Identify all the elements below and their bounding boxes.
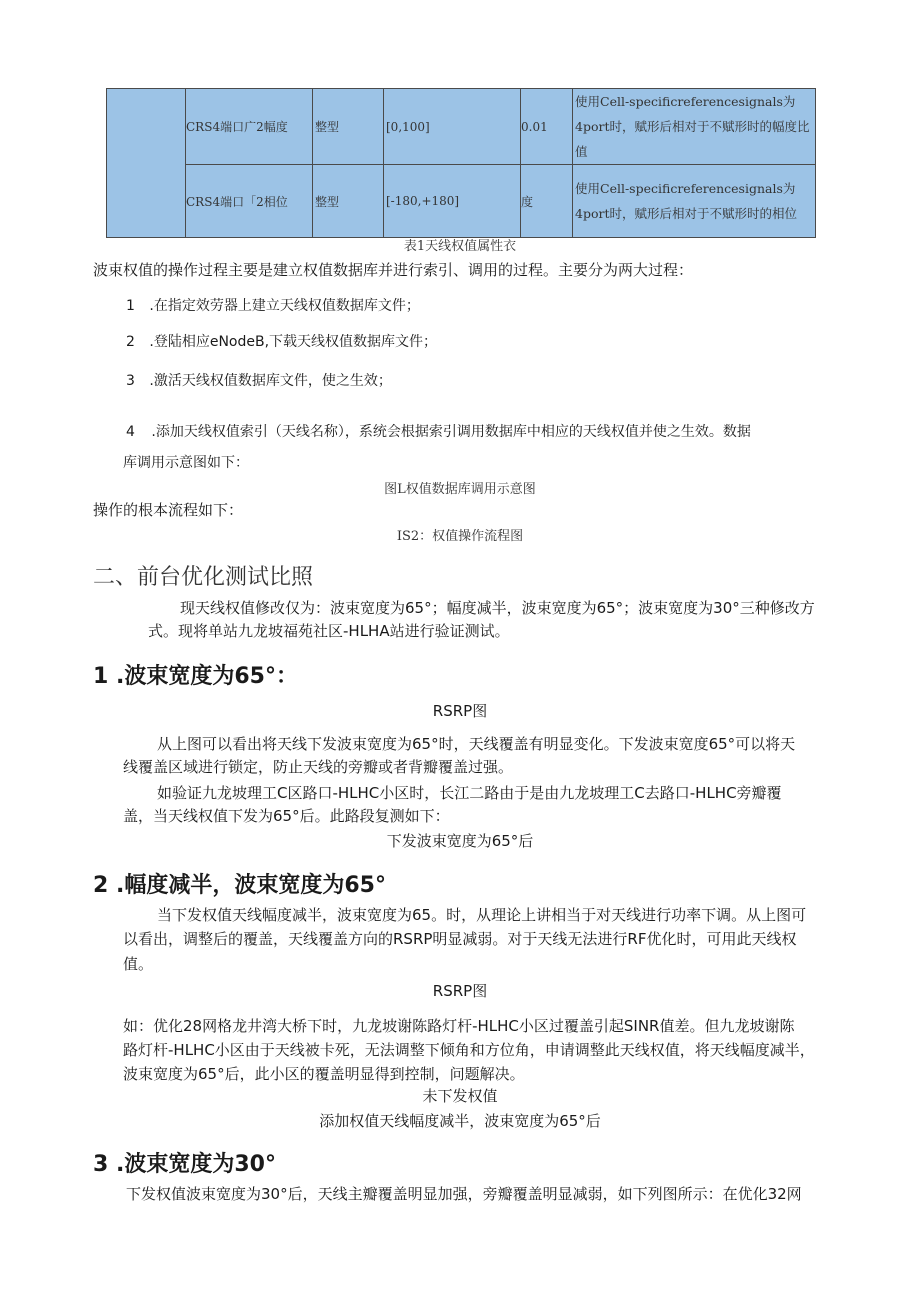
section-heading: 二、前台优化测试比照: [93, 565, 314, 590]
paragraph-line: 以看出，调整后的覆盖，天线覆盖方向的RSRP明显减弱。对于天线无法进行RF优化时，可用此天线权: [123, 930, 797, 948]
table-cell-unit: 度: [521, 165, 573, 238]
paragraph-line: 如验证九龙坡理工C区路口-HLHC小区时，长江二路由于是由九龙坡理工C去路口-HLHC旁瓣覆: [157, 784, 782, 802]
paragraph-line: 盖，当天线权值下发为65°后。此路段复测如下：: [123, 807, 450, 825]
list-item-number: 3: [126, 373, 135, 389]
list-item-number: 2: [126, 334, 135, 350]
intro-paragraph: 波束权值的操作过程主要是建立权值数据库并进行索引、调用的过程。主要分为两大过程：: [93, 261, 694, 279]
list-item-continuation: 库调用示意图如下：: [123, 455, 249, 471]
list-item-text: .在指定效劳器上建立天线权值数据库文件；: [149, 298, 420, 314]
paragraph-line: 从上图可以看出将天线下发波束宽度为65°时，天线覆盖有明显变化。下发波束宽度65°可以将天: [157, 735, 796, 753]
table-cell-unit: 0.01: [521, 89, 573, 165]
table-row: [107, 165, 816, 238]
list-item-number: 4: [126, 424, 135, 440]
table-caption: 表1天线权值属性衣: [403, 239, 517, 254]
paragraph-line: 如：优化28网格龙井湾大桥下时，九龙坡谢陈路灯杆-HLHC小区过覆盖引起SINR值差。但九龙坡谢陈: [123, 1017, 795, 1035]
table-cell-desc: 使用Cell-specificreferencesignals为4port时，赋形后相对于不赋形时的幅度比值: [573, 89, 816, 165]
paragraph-line: 下发权值波束宽度为30°后，天线主瓣覆盖明显加强，旁瓣覆盖明显减弱，如下列图所示：在优化32网: [126, 1185, 802, 1203]
subsection-heading: 3 .波束宽度为30°: [93, 1152, 276, 1177]
figure-caption: 图L权值数据库调用示意图: [384, 482, 536, 497]
figure-caption: RSRP图: [432, 982, 488, 1000]
table-cell-desc: 使用Cell-specificreferencesignals为4port时，赋形后相对于不赋形时的相位: [573, 165, 816, 238]
figure-caption: 未下发权值: [422, 1087, 498, 1105]
figure-caption: IS2：权值操作流程图: [396, 529, 524, 544]
list-item-text: .添加天线权值索引（天线名称），系统会根据索引调用数据库中相应的天线权值并使之生效。数据: [151, 424, 751, 440]
figure-caption: 添加权值天线幅度减半，波束宽度为65°后: [319, 1112, 601, 1130]
subsection-heading: 1 .波束宽度为65°：: [93, 664, 298, 689]
list-item-text: .激活天线权值数据库文件，使之生效；: [149, 373, 392, 389]
list-item: [126, 370, 392, 390]
table-cell-range: [0,100]: [384, 89, 521, 165]
figure-caption: RSRP图: [432, 702, 488, 720]
paragraph-line: 现天线权值修改仅为：波束宽度为65°；幅度减半，波束宽度为65°；波束宽度为30°三种修改方: [180, 599, 815, 617]
antenna-weight-attribute-table: [106, 88, 816, 238]
paragraph-line: 波束宽度为65°后，此小区的覆盖明显得到控制，问题解决。: [123, 1065, 525, 1083]
paragraph-line: 当下发权值天线幅度减半，波束宽度为65。时，从理论上讲相当于对天线进行功率下调。从上图可: [157, 906, 807, 924]
table-cell-type: 整型: [313, 89, 384, 165]
flow-intro: 操作的根本流程如下：: [93, 501, 244, 519]
list-item: [126, 295, 420, 315]
table-merged-cell: [107, 89, 186, 238]
table-cell-range: [-180,+180]: [384, 165, 521, 238]
table-cell-name: CRS4端口「2相位: [186, 165, 313, 238]
list-item-text: .登陆相应eNodeB,下载天线权值数据库文件；: [149, 334, 438, 350]
list-item-number: 1: [126, 298, 135, 314]
paragraph-line: 式。现将单站九龙坡福苑社区-HLHA站进行验证测试。: [148, 622, 510, 640]
paragraph-line: 线覆盖区域进行锁定，防止天线的旁瓣或者背瓣覆盖过强。: [123, 758, 514, 776]
paragraph-line: 值。: [123, 955, 154, 973]
figure-caption: 下发波束宽度为65°后: [386, 832, 534, 850]
table-row: [107, 89, 816, 165]
paragraph-line: 路灯杆-HLHC小区由于天线被卡死，无法调整下倾角和方位角，申请调整此天线权值，将天线幅度减半，: [123, 1041, 815, 1059]
list-item: [126, 421, 751, 441]
subsection-heading: 2 .幅度减半，波束宽度为65°: [93, 873, 386, 898]
list-item: [126, 331, 437, 351]
table-cell-name: CRS4端口广2幅度: [186, 89, 313, 165]
table-cell-type: 整型: [313, 165, 384, 238]
